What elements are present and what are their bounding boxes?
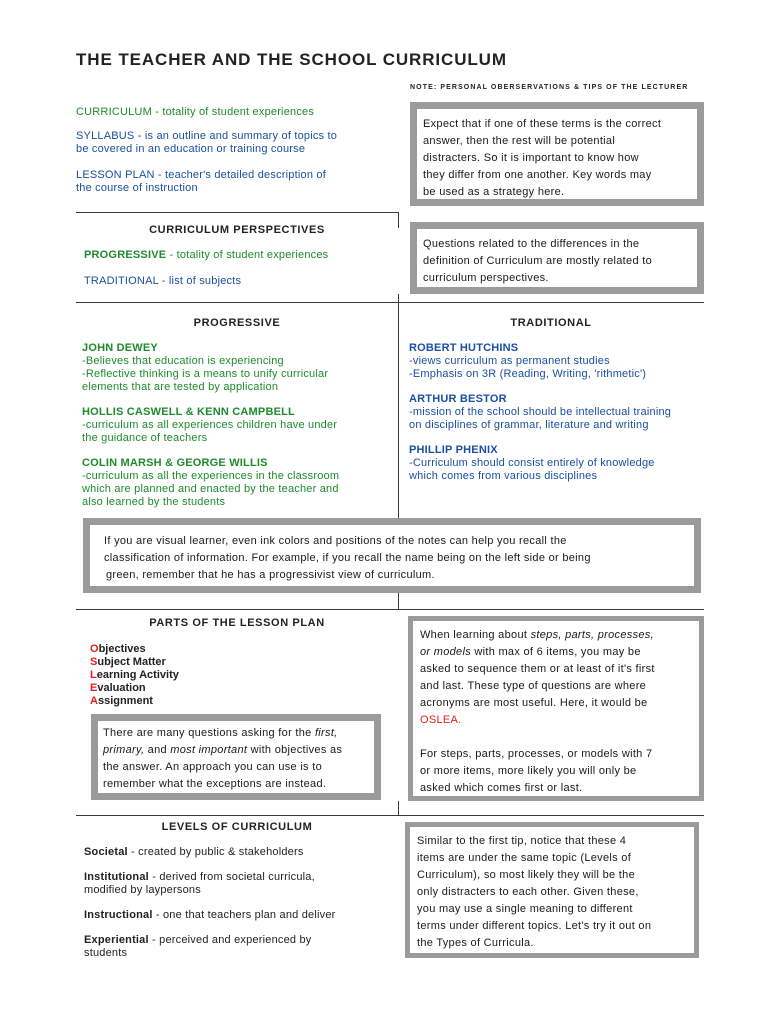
perspectives-heading: CURRICULUM PERSPECTIVES <box>149 224 325 236</box>
tip-line: items are under the same topic (Levels of <box>417 852 632 864</box>
level-def: - derived from societal curricula, <box>148 871 315 883</box>
tip-box-acronyms <box>408 616 704 801</box>
tip-box-visual-learner <box>83 518 701 593</box>
tip-line: asked which comes first or last. <box>420 782 583 794</box>
tip-line: green, remember that he has a progressivist view of curriculum. <box>106 569 435 581</box>
progressive-term: PROGRESSIVE <box>84 249 167 261</box>
part-rest: valuation <box>97 682 146 694</box>
syllabus-def-cont: be covered in an education or training course <box>76 143 306 155</box>
divider <box>76 212 398 213</box>
tip-line: Questions related to the differences in the <box>423 238 640 250</box>
tip-line: remember what the exceptions are instead. <box>103 778 327 790</box>
tip-line: Curriculum), so most likely they will be the <box>417 869 635 881</box>
lesson-part-evaluation <box>90 682 179 695</box>
tip-line: If you are visual learner, even ink colors and positions of the notes can help you recall the <box>104 535 567 547</box>
dewey-point: -Believes that education is experiencing <box>82 355 284 367</box>
lesson-part-learning-activity <box>90 669 179 682</box>
tip-line: or more items, more likely you will only be <box>420 765 637 777</box>
divider <box>398 212 399 228</box>
level-def: modified by laypersons <box>84 884 201 896</box>
levels-heading: LEVELS OF CURRICULUM <box>161 821 313 833</box>
levels-list <box>84 846 396 960</box>
syllabus-term: SYLLABUS <box>76 130 135 142</box>
marsh-point: also learned by the students <box>82 496 226 508</box>
divider <box>76 302 704 303</box>
hutchins-name: ROBERT HUTCHINS <box>409 342 519 354</box>
marsh-point: -curriculum as all the experiences in the classroom <box>82 470 340 482</box>
level-term: Instructional <box>84 909 153 921</box>
divider <box>76 815 704 816</box>
syllabus-def: - is an outline and summary of topics to <box>134 130 338 142</box>
text: most important <box>170 744 248 756</box>
dewey-point: elements that are tested by application <box>82 381 279 393</box>
lesson-plan-heading: PARTS OF THE LESSON PLAN <box>149 617 325 629</box>
progressive-heading: PROGRESSIVE <box>193 317 281 329</box>
level-institutional <box>84 871 396 884</box>
part-rest: earning Activity <box>96 669 179 681</box>
lesson-part-subject-matter <box>90 656 179 669</box>
divider <box>398 593 399 609</box>
dewey-point: -Reflective thinking is a means to unify curricular <box>82 368 329 380</box>
acronym-oslea: OSLEA. <box>420 714 462 726</box>
tip-line: Expect that if one of these terms is the correct <box>423 118 662 130</box>
level-term: Experiential <box>84 934 149 946</box>
bestor-point: on disciplines of grammar, literature and writing <box>409 419 649 431</box>
page-title: THE TEACHER AND THE SCHOOL CURRICULUM <box>76 50 507 69</box>
text: with objectives as <box>247 744 343 756</box>
definition-curriculum <box>76 106 314 119</box>
level-def: - one that teachers plan and deliver <box>152 909 336 921</box>
lesson-def: - teacher's detailed description of <box>154 169 326 181</box>
level-term: Institutional <box>84 871 149 883</box>
acronym-letter: E <box>90 682 98 694</box>
text: There are many questions asking for the <box>103 727 315 739</box>
traditional-list <box>409 342 709 483</box>
hutchins-point: -views curriculum as permanent studies <box>409 355 610 367</box>
lesson-plan-parts <box>90 643 179 708</box>
divider <box>398 801 399 815</box>
tip-line <box>420 627 699 644</box>
curriculum-term: CURRICULUM <box>76 106 152 118</box>
level-def: - perceived and experienced by <box>148 934 312 946</box>
bestor-point: -mission of the school should be intellectual training <box>409 406 672 418</box>
tip-box-levels <box>405 822 699 958</box>
level-experiential <box>84 934 396 947</box>
tip-line: only distracters to each other. Given these, <box>417 886 639 898</box>
tip-line: terms under different topics. Let's try it out on <box>417 920 652 932</box>
tip-line: they differ from one another. Key words may <box>423 169 652 181</box>
note-header: NOTE: PERSONAL OBERSERVATIONS & TIPS OF THE LECTURER <box>410 84 689 91</box>
lesson-part-assignment <box>90 695 179 708</box>
tip-line: For steps, parts, processes, or models with 7 <box>420 748 653 760</box>
divider <box>76 609 704 610</box>
tip-line <box>103 725 374 742</box>
dewey-name: JOHN DEWEY <box>82 342 158 354</box>
tip-line: distracters. So it is important to know how <box>423 152 639 164</box>
bestor-name: ARTHUR BESTOR <box>409 393 507 405</box>
text: and <box>144 744 171 756</box>
caswell-point: -curriculum as all experiences children have under <box>82 419 338 431</box>
part-rest: ubject Matter <box>97 656 166 668</box>
tip-line: and last. These type of questions are where <box>420 680 647 692</box>
tip-line: definition of Curriculum are mostly related to <box>423 255 653 267</box>
tip-line <box>420 644 699 661</box>
level-instructional <box>84 909 396 922</box>
tip-box-objectives <box>91 714 381 800</box>
acronym-letter: A <box>90 695 98 707</box>
definition-lesson-plan <box>76 169 326 195</box>
acronym-letter: L <box>90 669 97 681</box>
tip-line: be used as a strategy here. <box>423 186 565 198</box>
acronym-letter: O <box>90 643 99 655</box>
perspective-traditional <box>84 275 241 288</box>
phenix-name: PHILLIP PHENIX <box>409 444 498 456</box>
tip-box-terms <box>410 102 704 206</box>
tip-line: curriculum perspectives. <box>423 272 549 284</box>
tip-line: classification of information. For example, if you recall the name being on the left side or being <box>104 552 591 564</box>
perspective-progressive <box>84 249 328 262</box>
acronym-letter: S <box>90 656 98 668</box>
tip-line <box>103 742 374 759</box>
tip-line: asked to sequence them or at least of it's first <box>420 663 655 675</box>
lesson-part-objectives <box>90 643 179 656</box>
text: first, <box>314 727 338 739</box>
text: steps, parts, processes, <box>530 629 654 641</box>
tip-line: the Types of Curricula. <box>417 937 534 949</box>
tip-line: acronyms are most useful. Here, it would be <box>420 697 648 709</box>
marsh-point: which are planned and enacted by the teacher and <box>82 483 339 495</box>
phenix-point: which comes from various disciplines <box>409 470 598 482</box>
traditional-def: - list of subjects <box>158 275 242 287</box>
level-societal <box>84 846 396 859</box>
tip-box-perspectives <box>410 222 704 294</box>
hutchins-point: -Emphasis on 3R (Reading, Writing, 'rithmetic') <box>409 368 647 380</box>
lesson-term: LESSON PLAN <box>76 169 155 181</box>
traditional-heading: TRADITIONAL <box>510 317 592 329</box>
progressive-list <box>82 342 394 509</box>
progressive-def: - totality of student experiences <box>166 249 329 261</box>
text: primary, <box>103 744 145 756</box>
traditional-term: TRADITIONAL <box>84 275 159 287</box>
definition-syllabus <box>76 130 337 156</box>
marsh-name: COLIN MARSH & GEORGE WILLIS <box>82 457 268 469</box>
curriculum-def: - totality of student experiences <box>151 106 315 118</box>
tip-line: Similar to the first tip, notice that these 4 <box>417 835 627 847</box>
lesson-def-cont: the course of instruction <box>76 182 198 194</box>
caswell-point: the guidance of teachers <box>82 432 208 444</box>
text: When learning about <box>420 629 531 641</box>
level-def: students <box>84 947 128 959</box>
tip-line: the answer. An approach you can use is to <box>103 761 322 773</box>
caswell-name: HOLLIS CASWELL & KENN CAMPBELL <box>82 406 295 418</box>
part-rest: ssignment <box>97 695 153 707</box>
text: with max of 6 items, you may be <box>471 646 641 658</box>
text: or models <box>420 646 471 658</box>
part-rest: bjectives <box>98 643 146 655</box>
tip-line: answer, then the rest will be potential <box>423 135 616 147</box>
level-term: Societal <box>84 846 128 858</box>
tip-line: you may use a single meaning to different <box>417 903 633 915</box>
phenix-point: -Curriculum should consist entirely of knowledge <box>409 457 655 469</box>
level-def: - created by public & stakeholders <box>127 846 304 858</box>
